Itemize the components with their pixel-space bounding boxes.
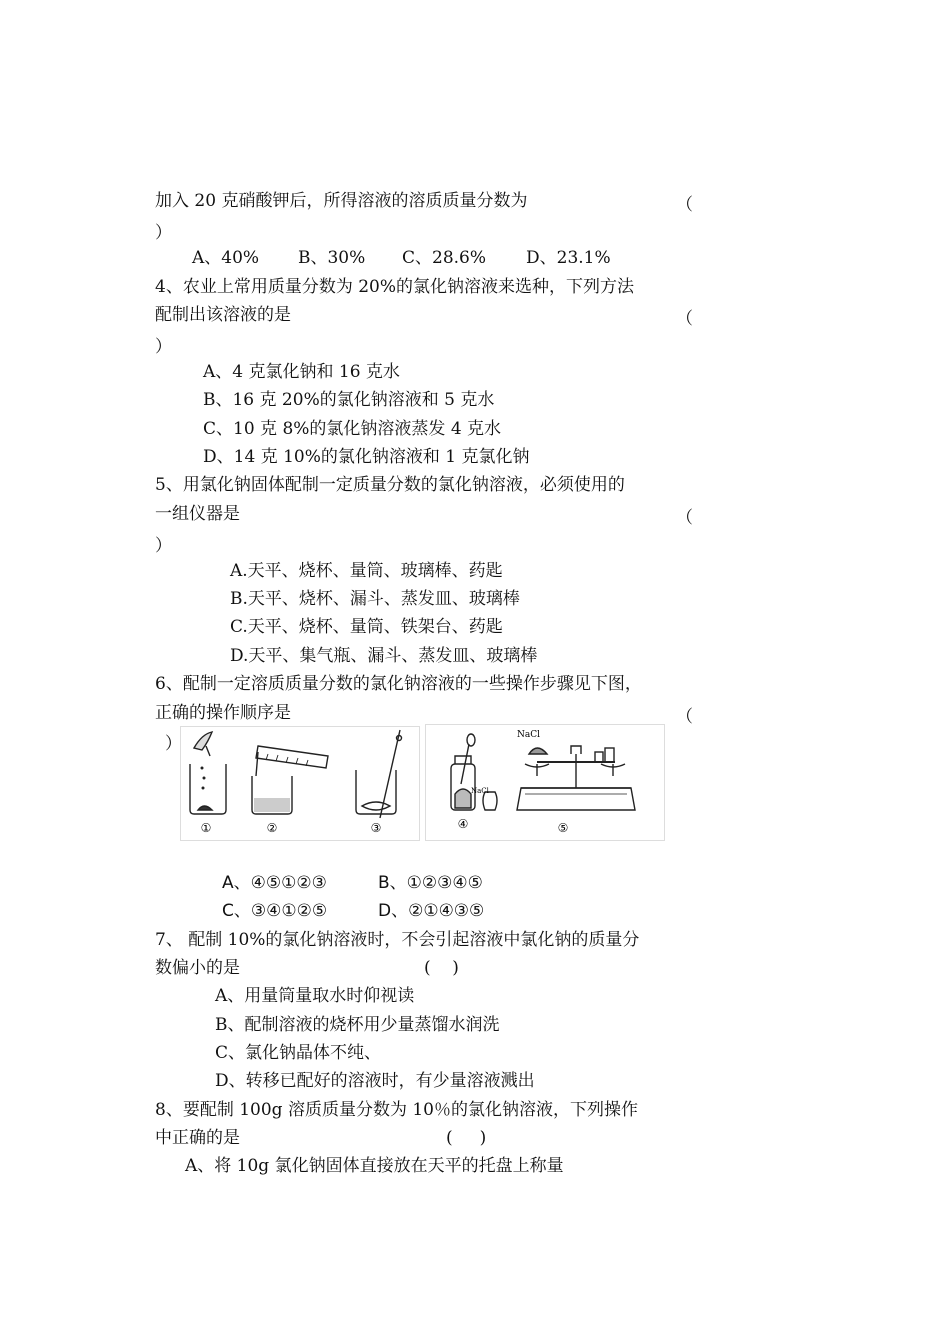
q6-paren-close: ） bbox=[165, 734, 182, 754]
step3-stir-icon bbox=[356, 730, 402, 818]
q3-option-d: D、23.1% bbox=[526, 248, 611, 268]
q6-figure-right bbox=[425, 724, 665, 841]
figure-label-4: ④ bbox=[457, 817, 469, 831]
q5-stem-line1: 5、用氯化钠固体配制一定质量分数的氯化钠溶液，必须使用的 bbox=[155, 475, 625, 495]
q6-stem-line1: 6、配制一定溶质质量分数的氯化钠溶液的一些操作步骤见下图， bbox=[155, 674, 642, 694]
q4-stem-line2: 配制出该溶液的是 bbox=[155, 305, 291, 325]
nacl-label-balance: NaCl bbox=[517, 730, 541, 740]
q4-paren-open: （ bbox=[676, 309, 693, 329]
q5-paren-open: （ bbox=[676, 508, 693, 528]
q4-option-a: A、4 克氯化钠和 16 克水 bbox=[203, 362, 400, 382]
q6-option-a: A、④⑤①②③ bbox=[222, 873, 327, 893]
q7-stem-line2: 数偏小的是 bbox=[155, 958, 240, 978]
q6-option-d: D、②①④③⑤ bbox=[378, 901, 485, 921]
q4-option-b: B、16 克 20%的氯化钠溶液和 5 克水 bbox=[203, 390, 495, 410]
q8-answer-paren: ( ) bbox=[446, 1128, 487, 1148]
q5-option-c: C.天平、烧杯、量筒、铁架台、药匙 bbox=[230, 617, 503, 637]
q3-option-b: B、30% bbox=[298, 248, 366, 268]
q7-option-a: A、用量筒量取水时仰视读 bbox=[215, 986, 415, 1006]
q7-option-c: C、氯化钠晶体不纯、 bbox=[215, 1043, 382, 1063]
q7-option-d: D、转移已配好的溶液时，有少量溶液溅出 bbox=[215, 1071, 535, 1091]
nacl-label-bottle: NaCl bbox=[471, 787, 489, 795]
q5-paren-close: ） bbox=[155, 536, 172, 556]
q6-paren-open: （ bbox=[676, 707, 693, 727]
q6-stem-line2: 正确的操作顺序是 bbox=[155, 703, 291, 723]
q4-paren-close: ） bbox=[155, 337, 172, 357]
q3-stem: 加入 20 克硝酸钾后，所得溶液的溶质质量分数为 bbox=[155, 191, 528, 211]
step5-balance-icon bbox=[517, 746, 635, 810]
step4-bottle-icon bbox=[451, 734, 497, 810]
figure-label-3: ③ bbox=[370, 821, 382, 835]
q6-figure-left bbox=[180, 726, 420, 841]
q5-option-a: A.天平、烧杯、量筒、玻璃棒、药匙 bbox=[230, 561, 503, 581]
q3-paren-open: （ bbox=[676, 195, 693, 215]
q5-option-d: D.天平、集气瓶、漏斗、蒸发皿、玻璃棒 bbox=[230, 646, 538, 666]
q8-stem-line2: 中正确的是 bbox=[155, 1128, 240, 1148]
q3-paren-close: ） bbox=[155, 223, 172, 243]
figure-label-5: ⑤ bbox=[557, 821, 569, 835]
q7-option-b: B、配制溶液的烧杯用少量蒸馏水润洗 bbox=[215, 1015, 500, 1035]
q6-option-b: B、①②③④⑤ bbox=[378, 873, 483, 893]
q7-answer-paren: ( ) bbox=[424, 958, 459, 978]
q3-option-c: C、28.6% bbox=[402, 248, 487, 268]
q3-option-a: A、40% bbox=[192, 248, 260, 268]
q4-option-c: C、10 克 8%的氯化钠溶液蒸发 4 克水 bbox=[203, 419, 502, 439]
q5-option-b: B.天平、烧杯、漏斗、蒸发皿、玻璃棒 bbox=[230, 589, 520, 609]
q7-stem-line1: 7、 配制 10%的氯化钠溶液时，不会引起溶液中氯化钠的质量分 bbox=[155, 930, 640, 950]
step2-cylinder-icon bbox=[252, 746, 328, 814]
q5-stem-line2: 一组仪器是 bbox=[155, 504, 240, 524]
q4-option-d: D、14 克 10%的氯化钠溶液和 1 克氯化钠 bbox=[203, 447, 530, 467]
figure-label-1: ① bbox=[200, 821, 212, 835]
q8-option-a: A、将 10g 氯化钠固体直接放在天平的托盘上称量 bbox=[185, 1156, 564, 1176]
q6-option-c: C、③④①②⑤ bbox=[222, 901, 328, 921]
q4-stem-line1: 4、农业上常用质量分数为 20%的氯化钠溶液来选种，下列方法 bbox=[155, 277, 635, 297]
figure-label-2: ② bbox=[266, 821, 278, 835]
q8-stem-line1: 8、要配制 100g 溶质质量分数为 10％的氯化钠溶液，下列操作 bbox=[155, 1100, 638, 1120]
step1-beaker-icon bbox=[190, 732, 226, 814]
